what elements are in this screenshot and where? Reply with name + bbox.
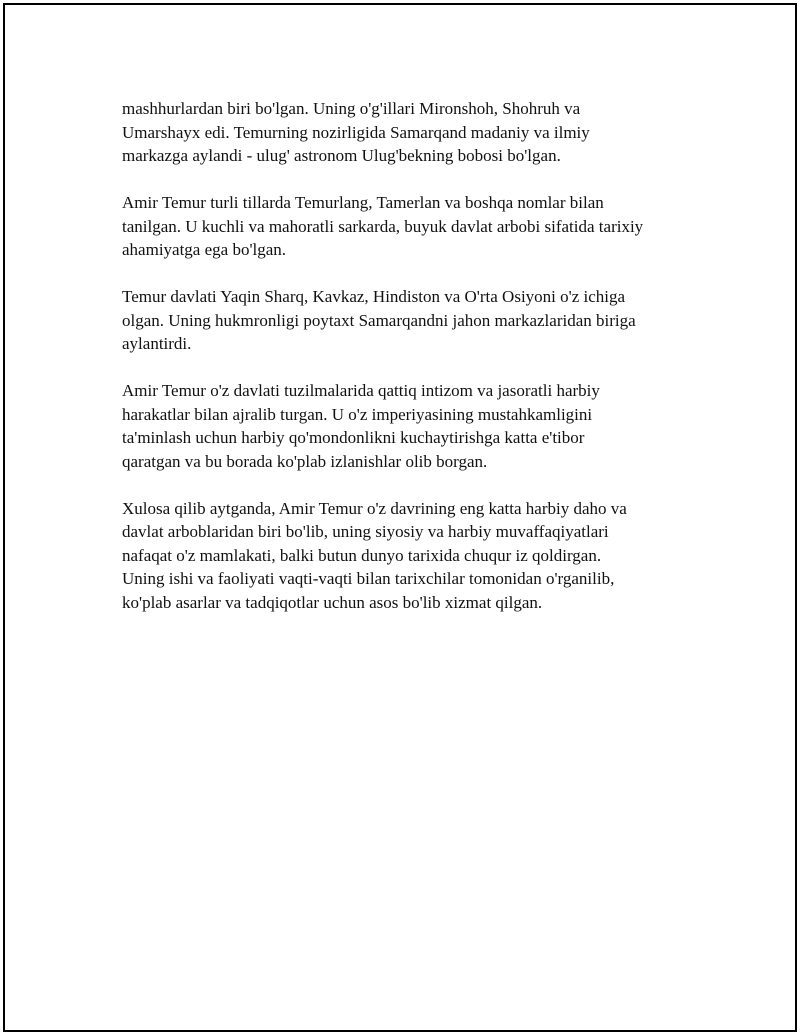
paragraph-2: Amir Temur turli tillarda Temurlang, Tamerlan va boshqa nomlar bilan tanilgan. U kuchli va mahoratli sarkarda, buyuk davlat arbobi sifatida tarixiy ahamiyatga ega bo'lgan. [122,193,644,259]
document-body [122,97,697,638]
paragraph-3: Temur davlati Yaqin Sharq, Kavkaz, Hindiston va O'rta Osiyoni o'z ichiga olgan. Uning hukmronligi poytaxt Samarqandni jahon markazlaridan biriga aylantirdi. [122,287,636,353]
paragraph-1: mashhurlardan biri bo'lgan. Uning o'g'illari Mironshoh, Shohruh va Umarshayx edi. Temurning nozirligida Samarqand madaniy va ilmiy markazga aylandi - ulug' astronom Ulug'bekning bobosi bo'lgan. [122,99,590,165]
paragraph-5: Xulosa qilib aytganda, Amir Temur o'z davrining eng katta harbiy daho va davlat arboblaridan biri bo'lib, uning siyosiy va harbiy muvaffaqiyatlari nafaqat o'z mamlakati, balki butun dunyo tarixida chuqur iz qoldirgan. Uning ishi va faoliyati vaqti-vaqti bilan tarixchilar tomonidan o'rganilib, ko'plab asarlar va tadqiqotlar uchun asos bo'lib xizmat qilgan. [122,498,627,612]
paragraph-4: Amir Temur o'z davlati tuzilmalarida qattiq intizom va jasoratli harbiy harakatlar bilan ajralib turgan. U o'z imperiyasining mustahkamligini ta'minlash uchun harbiy qo'mondonlikni kuchaytirishga katta e'tibor qaratgan va bu borada ko'plab izlanishlar olib borgan. [122,381,600,471]
page-frame [3,3,797,1032]
